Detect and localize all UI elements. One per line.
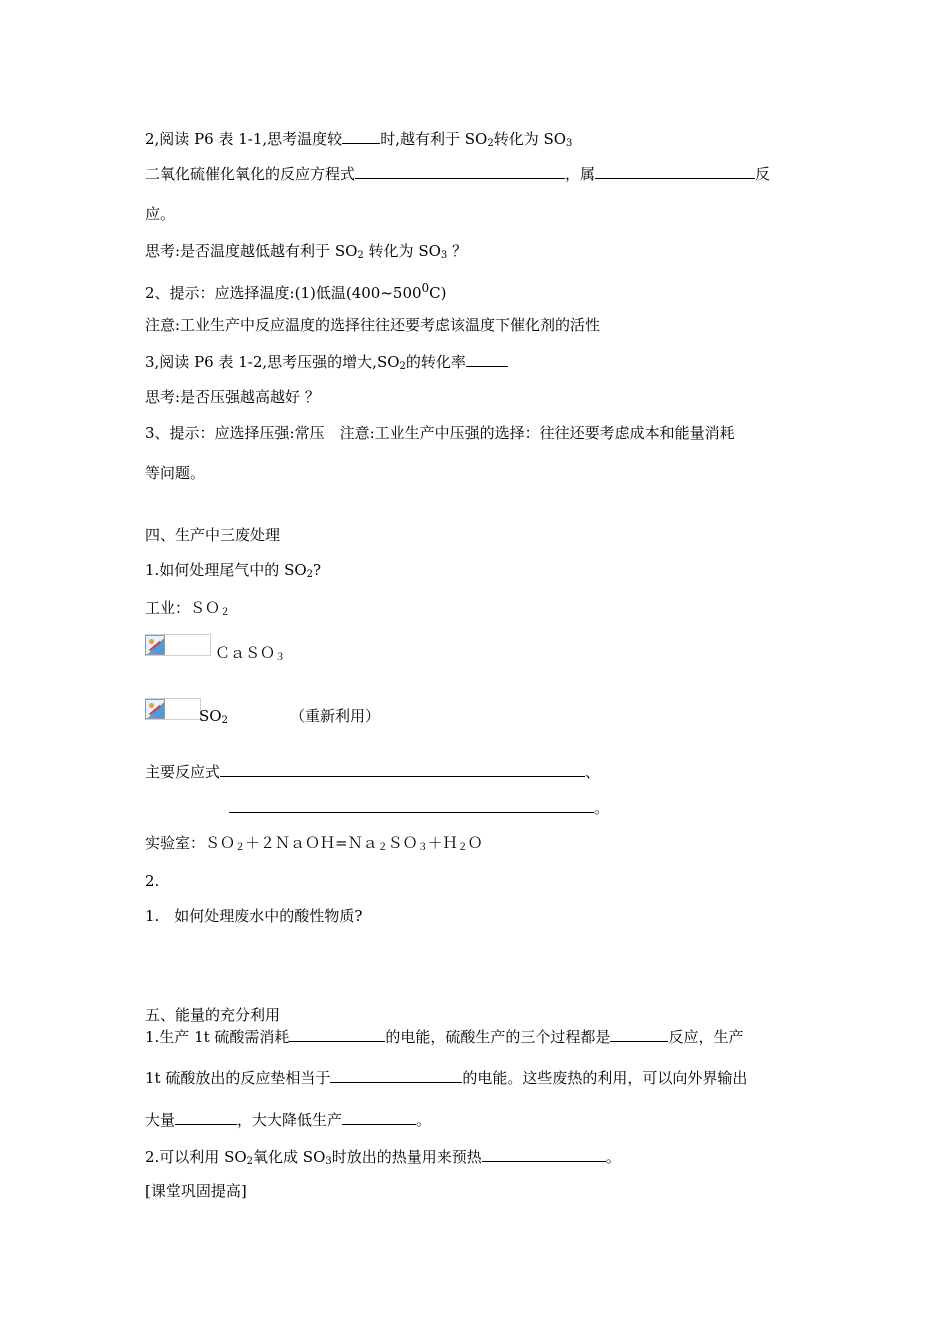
line-hint-pressure: 3、提示：应选择压强:常压 注意:工业生产中压强的选择：往往还要考虑成本和能量消耗 bbox=[145, 424, 735, 442]
blank bbox=[229, 797, 594, 813]
line-energy-3: 大量 ，大大降低生产 。 bbox=[145, 1111, 432, 1129]
blank bbox=[342, 1109, 416, 1125]
line-number-2: 2. bbox=[145, 872, 160, 890]
line-industry: 工业：ＳＯ$_2$ bbox=[145, 599, 231, 618]
blank bbox=[610, 1026, 668, 1042]
line-note-catalyst: 注意:工业生产中反应温度的选择往往还要考虑该温度下催化剂的活性 bbox=[145, 316, 601, 334]
line-energy-1: 1.生产 1t 硫酸需消耗 的电能，硫酸生产的三个过程都是 反应，生产 bbox=[145, 1028, 744, 1046]
blank bbox=[482, 1146, 606, 1162]
line-think-pressure: 思考:是否压强越高越好 ？ bbox=[145, 388, 320, 406]
question-waste-water: 1. 如何处理废水中的酸性物质? bbox=[145, 907, 363, 925]
section-five-title: 五、能量的充分利用 bbox=[145, 1006, 281, 1024]
broken-image-icon bbox=[145, 699, 165, 719]
line-main-reaction: 主要反应式 、 bbox=[145, 763, 601, 781]
line-main-reaction-2: 。 bbox=[229, 797, 609, 818]
line-energy-4: 2.可以利用 $SO_2$氧化成 $SO_3$时放出的热量用来预热 。 bbox=[145, 1148, 621, 1167]
line-hint-temperature: 2、提示：应选择温度:(1)低温$(400\sim 500^0C)$ bbox=[145, 281, 447, 302]
blank bbox=[175, 1109, 237, 1125]
blank bbox=[220, 761, 585, 777]
line-read-table-1-2: 3,阅读 P6 表 1-2,思考压强的增大$,SO_2$的转化率 bbox=[145, 351, 508, 377]
label-so2-reuse: $SO_2$ （重新利用） bbox=[199, 707, 380, 726]
image-placeholder-1 bbox=[145, 634, 211, 656]
line-equation: 二氧化硫催化氧化的反应方程式 ，属 反 bbox=[145, 165, 771, 183]
label-caso3: ＣａＳＯ$_3$ bbox=[215, 644, 286, 663]
blank bbox=[342, 128, 380, 144]
blank bbox=[466, 351, 508, 367]
blank bbox=[355, 163, 565, 179]
line-ying: 应。 bbox=[145, 205, 176, 223]
broken-image-icon bbox=[145, 635, 165, 655]
line-laboratory: 实验室：ＳＯ$_2$＋２ＮａＯＨ=Ｎａ$_2$ＳＯ$_3$＋Ｈ$_2$Ｏ bbox=[145, 834, 483, 853]
blank bbox=[330, 1067, 462, 1083]
section-four-title: 四、生产中三废处理 bbox=[145, 526, 281, 544]
line-energy-2: 1t 硫酸放出的反应垫相当于 的电能。这些废热的利用，可以向外界输出 bbox=[145, 1069, 748, 1087]
line-class-consolidation: [课堂巩固提高] bbox=[145, 1182, 247, 1200]
blank bbox=[289, 1026, 385, 1042]
image-placeholder-2 bbox=[145, 698, 201, 720]
line-think-temperature: 思考:是否温度越低越有利于 $SO_2$ 转化为 $SO_3$ ？ bbox=[145, 242, 468, 261]
line-etc: 等问题。 bbox=[145, 464, 206, 482]
blank bbox=[595, 163, 755, 179]
line-read-table-1-1: 2,阅读 P6 表 1-1,思考温度较 时,越有利于 $SO_2$转化为 $SO_3$ bbox=[145, 130, 573, 149]
question-tail-gas: 1.如何处理尾气中的 $SO_2$? bbox=[145, 561, 322, 580]
